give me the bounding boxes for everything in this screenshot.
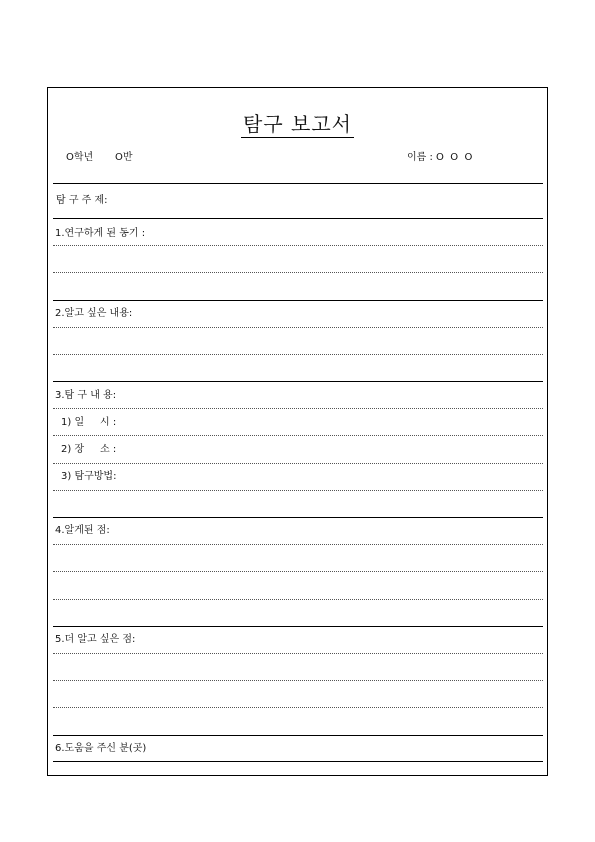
report-title — [0, 108, 595, 137]
date-label: 1) 일 시 : — [61, 417, 117, 428]
topic-label: 탐 구 주 제: — [56, 195, 108, 206]
writing-line — [53, 272, 543, 273]
writing-line — [53, 327, 543, 328]
section-divider — [53, 517, 543, 518]
grade-label: O학년 — [66, 152, 94, 163]
report-frame — [47, 87, 548, 776]
method-label: 3) 탐구방법: — [61, 471, 117, 482]
learned-label: 4.알게된 점: — [55, 525, 110, 536]
section-divider — [53, 626, 543, 627]
writing-line — [53, 408, 543, 409]
writing-line — [53, 490, 543, 491]
inquiry-content-label: 3.탐 구 내 용: — [55, 390, 117, 401]
writing-line — [53, 435, 543, 436]
section-divider — [53, 218, 543, 219]
section-divider — [53, 381, 543, 382]
place-label: 2) 장 소 : — [61, 444, 117, 455]
class-label: O반 — [115, 152, 133, 163]
name-label: 이름 : O O O — [407, 152, 473, 163]
writing-line — [53, 354, 543, 355]
header-divider — [53, 183, 543, 184]
section-divider — [53, 761, 543, 762]
writing-line — [53, 544, 543, 545]
section-divider — [53, 300, 543, 301]
want-to-know-label: 2.알고 싶은 내용: — [55, 308, 133, 319]
section-divider — [53, 735, 543, 736]
helpers-label: 6.도움을 주신 분(곳) — [55, 743, 147, 754]
writing-line — [53, 653, 543, 654]
writing-line — [53, 463, 543, 464]
writing-line — [53, 707, 543, 708]
writing-line — [53, 245, 543, 246]
motivation-label: 1.연구하게 된 동기 : — [55, 228, 146, 239]
writing-line — [53, 680, 543, 681]
more-to-know-label: 5.더 알고 싶은 점: — [55, 634, 136, 645]
report-title-text: 탐구 보고서 — [243, 112, 352, 136]
writing-line — [53, 571, 543, 572]
writing-line — [53, 599, 543, 600]
